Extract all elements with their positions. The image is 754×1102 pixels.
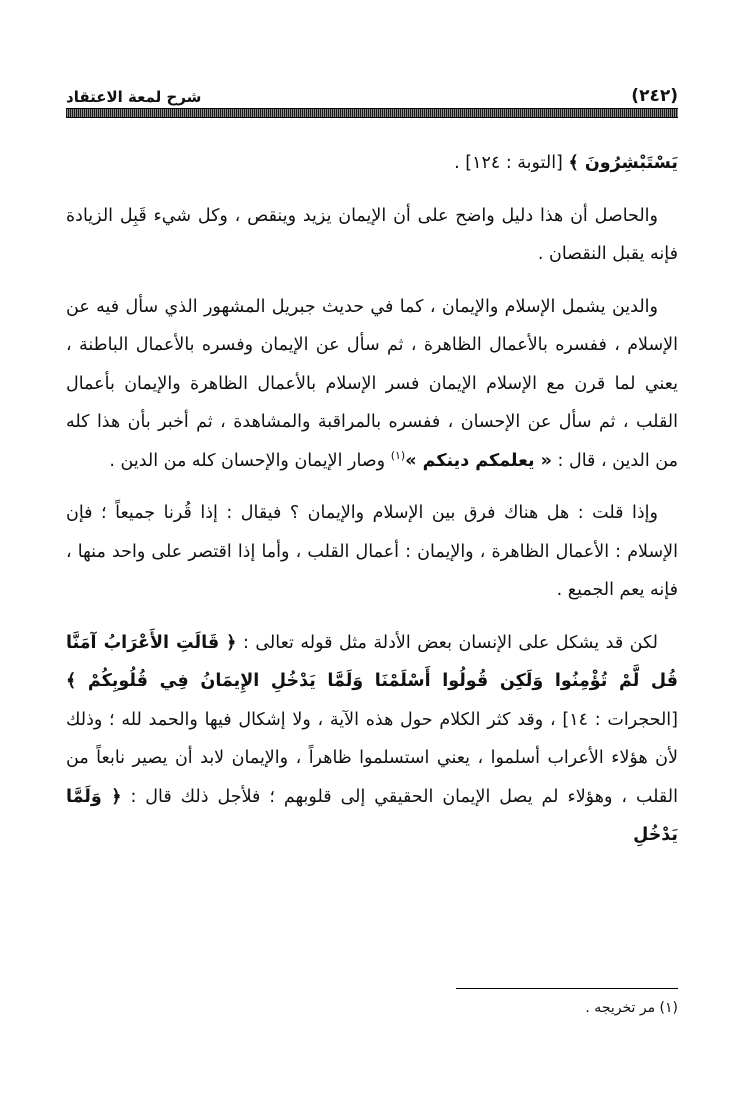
paragraph-4-text: ، وقد كثر الكلام حول هذه الآية ، ولا إشكال فيها والحمد لله ؛ وذلك لأن هؤلاء الأعراب أسلموا ، يعني استسلموا ظاهراً ، والإيمان لابد أن يصير نابعاً من القلب ، وهؤلاء لم يصل الإيمان الحقيقي إلى قلوبهم ؛ فلأجل ذلك قال : [66, 709, 678, 807]
header-rule [66, 108, 678, 118]
running-title: شرح لمعة الاعتقاد [66, 88, 202, 106]
hadith-quote: « يعلمكم دينكم » [405, 450, 552, 471]
paragraph-3 [66, 494, 678, 610]
footnote-rule [456, 988, 678, 989]
footnote-mark: (١) [390, 448, 406, 462]
paragraph-1 [66, 197, 678, 274]
page-number: (٢٤٢) [631, 86, 678, 106]
paragraph-2-text: والدين يشمل الإسلام والإيمان ، كما في حديث جبريل المشهور الذي سأل فيه عن الإسلام ، ففسره بالأعمال الظاهرة ، ثم سأل عن الإيمان وفسره بالأعمال الباطنة ، يعني لما قرن مع الإسلام الإيمان فسر الإسلام بالأعمال الظاهرة والإيمان بأعمال القلب ، ثم سأل عن الإحسان ، ففسره بالمراقبة والمشاهدة ، ثم أخبر بأن هذا كله من الدين ، قال : [66, 296, 678, 471]
quran-verse-end: يَسْتَبْشِرُونَ ﴾ [568, 153, 678, 173]
paragraph-2 [66, 288, 678, 481]
page-header [66, 72, 678, 106]
footnote: (١) مر تخريجه . [585, 1000, 678, 1016]
paragraph-1-text: والحاصل أن هذا دليل واضح على أن الإيمان يزيد وينقص ، وكل شيء قَبِل الزيادة فإنه يقبل النقصان . [66, 205, 678, 264]
verse-reference: [التوبة : ١٢٤] . [454, 153, 563, 173]
paragraph-4-intro: لكن قد يشكل على الإنسان بعض الأدلة مثل قوله تعالى : [242, 632, 658, 653]
paragraph-4 [66, 624, 678, 855]
quran-verse: ﴿ قَالَتِ الأَعْرَابُ آمَنَّا قُل لَّمْ تُؤْمِنُوا وَلَكِن قُولُوا أَسْلَمْنَا وَلَمَّا يَدْخُلِ الإِيمَانُ فِي قُلُوبِكُمْ ﴾ [66, 632, 678, 691]
main-text [66, 144, 678, 869]
paragraph-3-text: وإذا قلت : هل هناك فرق بين الإسلام والإيمان ؟ فيقال : إذا قُرنا جميعاً ؛ فإن الإسلام : الأعمال الظاهرة ، والإيمان : أعمال القلب ، وأما إذا اقتصر على واحد منها ، فإنه يعم الجميع . [66, 503, 678, 600]
book-page [66, 60, 678, 1080]
verse-reference: [الحجرات : ١٤] [562, 709, 678, 730]
paragraph-0 [66, 144, 678, 183]
paragraph-2-tail: وصار الإيمان والإحسان كله من الدين . [109, 450, 386, 471]
quran-verse-start: ﴿ وَلَمَّا يَدْخُلِ [66, 786, 678, 845]
